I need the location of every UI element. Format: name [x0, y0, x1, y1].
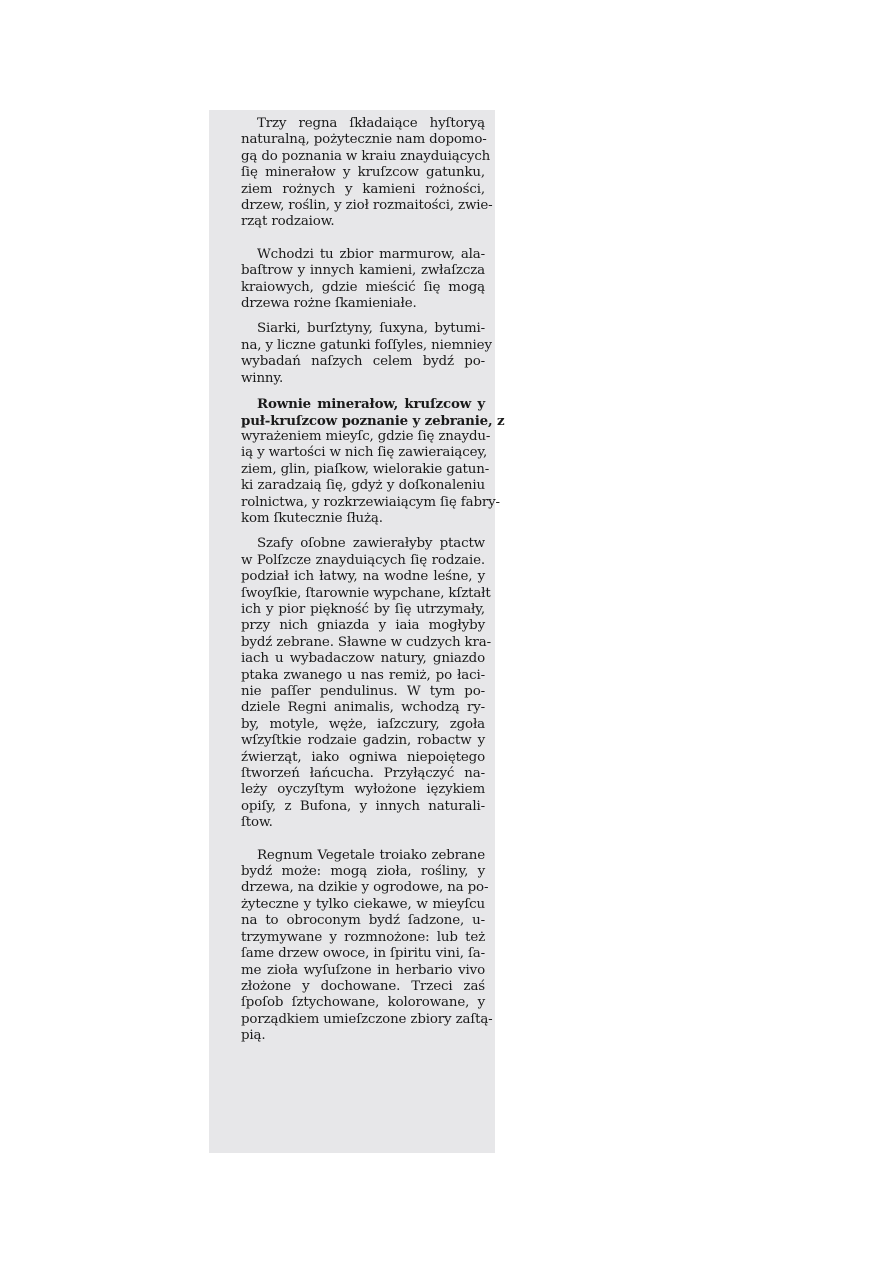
text-line: leży oyczyſtym wyłożone ięzykiem — [241, 782, 485, 798]
text-line: Regnum Vegetale troiako zebrane — [257, 847, 485, 863]
text-line: kom ſkutecznie ſłużą. — [241, 510, 383, 526]
text-line: gą do poznania w kraiu znayduiących — [241, 148, 491, 164]
text-line: nie paſſer pendulinus. W tym po- — [241, 684, 485, 699]
text-line: podział ich łatwy, na wodne leśne, y — [241, 569, 485, 585]
paragraph-marble — [230, 247, 485, 313]
text-line: ſtow. — [241, 815, 273, 831]
text-line: na to obroconym bydź ſadzone, u- — [241, 913, 485, 929]
text-line: by, motyle, węże, iaſzczury, zgoła — [241, 716, 485, 732]
text-line: me zioła wyſuſzone in herbario vivo — [241, 962, 485, 978]
text-line: ſpoſob ſztychowane, kolorowane, y — [241, 995, 485, 1011]
text-line: iach u wybadaczow natury, gniazdo — [241, 651, 485, 667]
text-line: ſame drzew owoce, in ſpiritu vini, ſa- — [241, 946, 485, 962]
paragraph-sulphur — [230, 321, 492, 387]
text-line: rolnictwa, y rozkrzewiaiącym ſię fabry- — [241, 494, 500, 510]
text-line: trzymywane y rozmnożone: lub też — [241, 929, 485, 945]
document-column — [209, 110, 505, 1153]
text-line: drzewa rożne ſkamieniałe. — [241, 296, 417, 312]
text-line: drzewa, na dzikie y ogrodowe, na po- — [241, 880, 489, 896]
text-line: żyteczne y tylko ciekawe, w mieyſcu — [241, 896, 485, 912]
text-line: ſtworzeń łańcucha. Przyłączyć na- — [241, 766, 485, 782]
text-line: Trzy regna ſkładaiące hyſtoryą — [257, 116, 485, 131]
text-line: dziele Regni animalis, wchodzą ry- — [241, 700, 485, 716]
text-line: ziem rożnych y kamieni rożności, — [241, 181, 485, 197]
text-line: rząt rodzaiow. — [241, 214, 335, 230]
text-line: wſzyſtkie rodzaie gadzin, robactw y — [241, 733, 485, 749]
text-line: ki zaradzaią ſię, gdyż y doſkonaleniu — [241, 478, 485, 494]
text-line: bydź zebrane. Sławne w cudzych kra- — [241, 634, 491, 650]
text-line: Wchodzi tu zbior marmurow, ala- — [257, 246, 485, 262]
text-line: porządkiem umieſzczone zbiory zaſtą- — [241, 1011, 493, 1027]
text-line: wyrażeniem mieyſc, gdzie ſię znaydu- — [241, 428, 491, 444]
text-line: ich y pior piękność by ſię utrzymały, — [241, 601, 485, 617]
text-line: pią. — [241, 1028, 266, 1044]
text-line: wybadań naſzych celem bydź po- — [241, 354, 485, 370]
text-line: puł-kruſzcow poznanie y zebranie, z — [241, 412, 505, 429]
text-line: baſtrow y innych kamieni, zwłaſzcza — [241, 263, 485, 279]
text-line: przy nich gniazda y iaia mogłyby — [241, 618, 485, 634]
text-line: Siarki, burſztyny, ſuxyna, bytumi- — [257, 321, 485, 337]
text-line: Rownie minerałow, kruſzcow y — [257, 396, 485, 413]
text-line: winny. — [241, 370, 284, 386]
text-line: ptaka zwanego u nas remiż, po łaci- — [241, 667, 485, 683]
text-line: ſię minerałow y kruſzcow gatunku, — [241, 165, 485, 181]
text-line: opiſy, z Bufona, y innych naturali- — [241, 798, 485, 814]
paragraph-three-kingdoms — [230, 116, 493, 231]
text-line: źwierząt, iako ogniwa niepoiętego — [241, 749, 485, 765]
text-line: ziem, glin, piaſkow, wielorakie gatun- — [241, 461, 490, 477]
text-line: drzew, roślin, y zioł rozmaitości, zwie- — [241, 198, 493, 214]
text-line: bydź może: mogą zioła, rośliny, y — [241, 864, 485, 880]
paragraph-birds — [230, 536, 491, 831]
paragraph-regnum-vegetale — [230, 847, 493, 1045]
text-line: naturalną, pożytecznie nam dopomo- — [241, 132, 487, 148]
text-line: ſwoyſkie, ſtarownie wypchane, kſztałt — [241, 585, 491, 601]
text-line: Szafy oſobne zawierałyby ptactw — [257, 536, 485, 552]
paragraph-minerals — [230, 396, 505, 527]
text-line: złożone y dochowane. Trzeci zaś — [241, 978, 485, 994]
text-line: w Polſzcze znayduiących ſię rodzaie. — [241, 552, 485, 568]
text-line: kraiowych, gdzie mieścić ſię mogą — [241, 279, 485, 295]
text-line: ią y wartości w nich ſię zawieraiącey, — [241, 445, 488, 461]
text-line: na, y liczne gatunki foſſyles, niemniey — [241, 337, 492, 353]
